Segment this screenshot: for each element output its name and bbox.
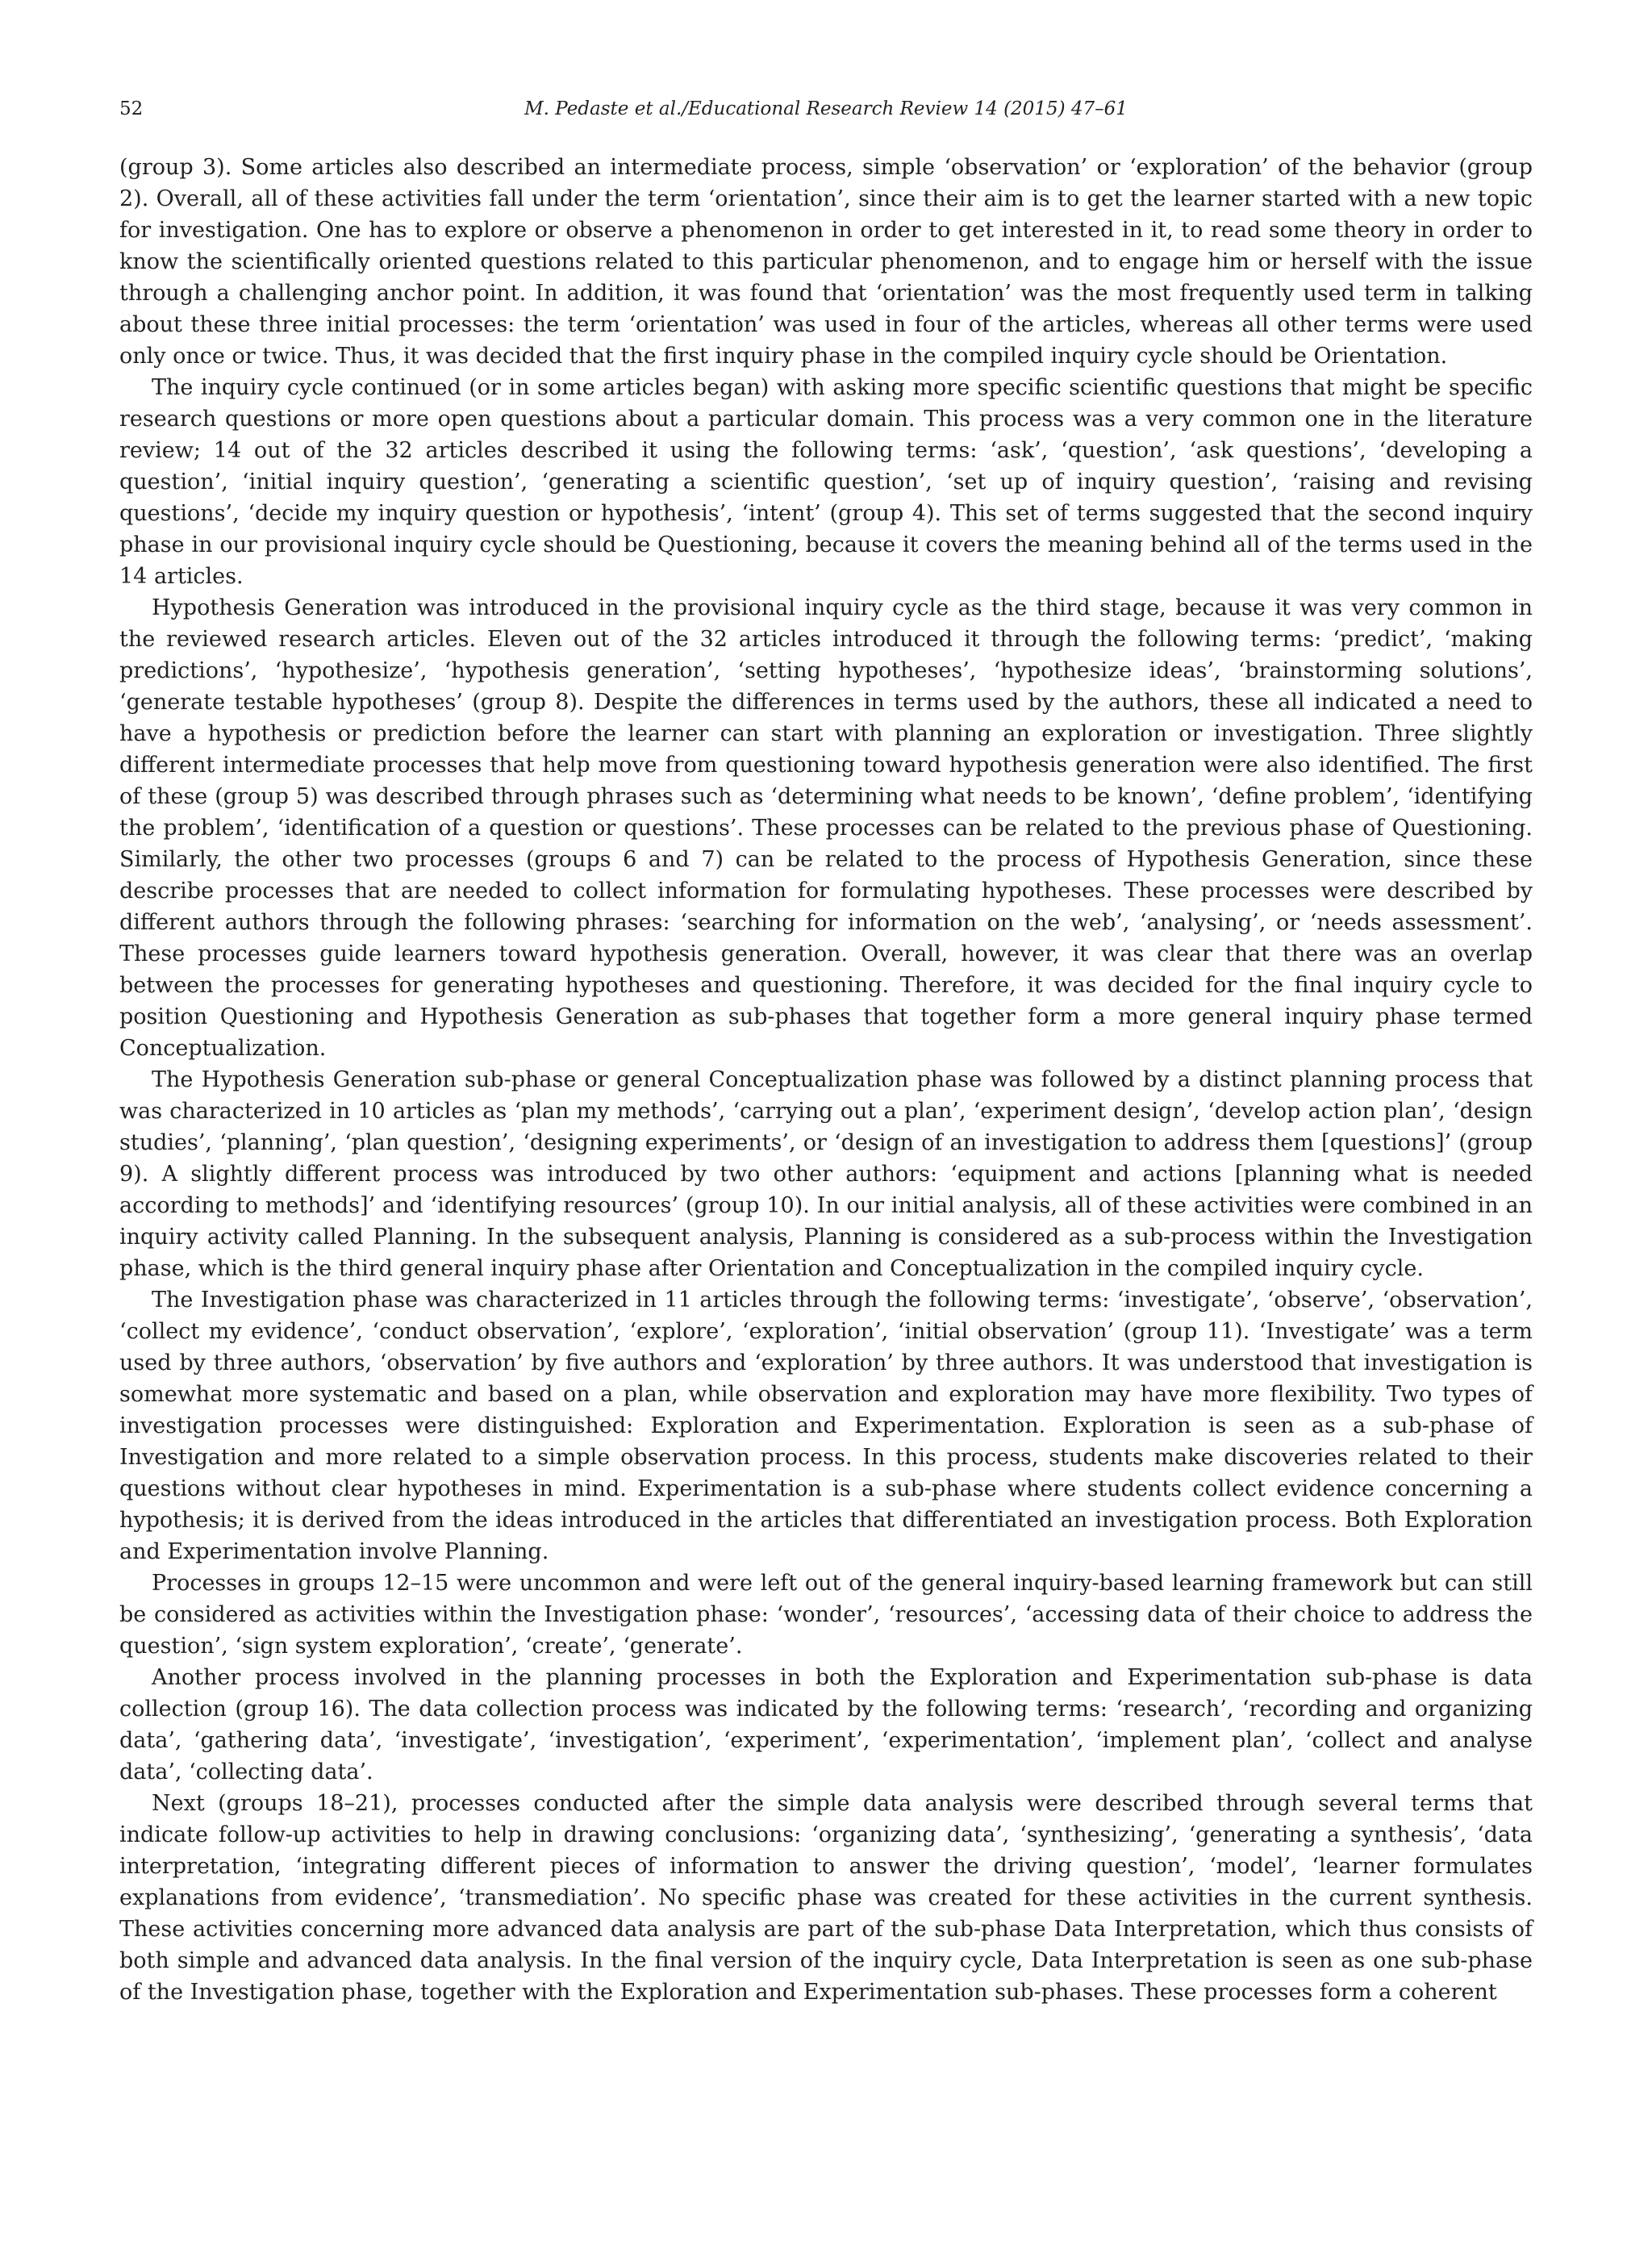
paragraph-uncommon-processes: Processes in groups 12–15 were uncommon and were left out of the general inquiry-based learning framework but can still be considered as activities within the Investigation phase: ‘wonder’, ‘resources’, ‘accessing data of their choice to address the question’, ‘sign system exploration’, ‘create’, ‘generate’. [119,1571,1533,1659]
page-header [119,90,1533,127]
paragraph-data-interpretation: Next (groups 18–21), processes conducted after the simple data analysis were described through several terms that indicate follow-up activities to help in drawing conclusions: ‘organizing data’, ‘synthesizing’, ‘generating a synthesis’, ‘data interpretation, ‘integrating different pieces of information to answer the driving question’, ‘model’, ‘learner formulates explanations from evidence’, ‘transmediation’. No specific phase was created for these activities in the current synthesis. These activities concerning more advanced data analysis are part of the sub-phase Data Interpretation, which thus consists of both simple and advanced data analysis. In the final version of the inquiry cycle, Data Interpretation is seen as one sub-phase of the Investigation phase, together with the Exploration and Experimentation sub-phases. These processes form a coherent [119,1791,1533,2005]
article-body [119,152,1533,2008]
paragraph-planning: The Hypothesis Generation sub-phase or general Conceptualization phase was followed by a distinct planning process that was characterized in 10 articles as ‘plan my methods’, ‘carrying out a plan’, ‘experiment design’, ‘develop action plan’, ‘design studies’, ‘planning’, ‘plan question’, ‘designing experiments’, or ‘design of an investigation to address them [questions]’ (group 9). A slightly different process was introduced by two other authors: ‘equipment and actions [planning what is needed according to methods]’ and ‘identifying resources’ (group 10). In our initial analysis, all of these activities were combined in an inquiry activity called Planning. In the subsequent analysis, Planning is considered as a sub-process within the Investigation phase, which is the third general inquiry phase after Orientation and Conceptualization in the compiled inquiry cycle. [119,1067,1533,1281]
running-head: M. Pedaste et al./Educational Research Review 14 (2015) 47–61 [524,98,1128,119]
paragraph-hypothesis-generation: Hypothesis Generation was introduced in the provisional inquiry cycle as the third stage, because it was very common in the reviewed research articles. Eleven out of the 32 articles introduced it through the following terms: ‘predict’, ‘making predictions’, ‘hypothesize’, ‘hypothesis generation’, ‘setting hypotheses’, ‘hypothesize ideas’, ‘brainstorming solutions’, ‘generate testable hypotheses’ (group 8). Despite the differences in terms used by the authors, these all indicated a need to have a hypothesis or prediction before the learner can start with planning an exploration or investigation. Three slightly different intermediate processes that help move from questioning toward hypothesis generation were also identified. The first of these (group 5) was described through phrases such as ‘determining what needs to be known’, ‘define problem’, ‘identifying the problem’, ‘identification of a question or questions’. These processes can be related to the previous phase of Questioning. Similarly, the other two processes (groups 6 and 7) can be related to the process of Hypothesis Generation, since these describe processes that are needed to collect information for formulating hypotheses. These processes were described by different authors through the following phrases: ‘searching for information on the web’, ‘analysing’, or ‘needs assessment’. These processes guide learners toward hypothesis generation. Overall, however, it was clear that there was an overlap between the processes for generating hypotheses and questioning. Therefore, it was decided for the final inquiry cycle to position Questioning and Hypothesis Generation as sub-phases that together form a more general inquiry phase termed Conceptualization. [119,595,1533,1061]
paragraph-orientation: (group 3). Some articles also described an intermediate process, simple ‘observation’ or ‘exploration’ of the behavior (group 2). Overall, all of these activities fall under the term ‘orientation’, since their aim is to get the learner started with a new topic for investigation. One has to explore or observe a phenomenon in order to get interested in it, to read some theory in order to know the scientifically oriented questions related to this particular phenomenon, and to engage him or herself with the issue through a challenging anchor point. In addition, it was found that ‘orientation’ was the most frequently used term in talking about these three initial processes: the term ‘orientation’ was used in four of the articles, whereas all other terms were used only once or twice. Thus, it was decided that the first inquiry phase in the compiled inquiry cycle should be Orientation. [119,155,1533,369]
page-number: 52 [119,98,144,119]
paragraph-questioning: The inquiry cycle continued (or in some articles began) with asking more specific scientific questions that might be specific research questions or more open questions about a particular domain. This process was a very common one in the literature review; 14 out of the 32 articles described it using the following terms: ‘ask’, ‘question’, ‘ask questions’, ‘developing a question’, ‘initial inquiry question’, ‘generating a scientific question’, ‘set up of inquiry question’, ‘raising and revising questions’, ‘decide my inquiry question or hypothesis’, ‘intent’ (group 4). This set of terms suggested that the second inquiry phase in our provisional inquiry cycle should be Questioning, because it covers the meaning behind all of the terms used in the 14 articles. [119,375,1533,589]
paragraph-data-collection: Another process involved in the planning processes in both the Exploration and Experimentation sub-phase is data collection (group 16). The data collection process was indicated by the following terms: ‘research’, ‘recording and organizing data’, ‘gathering data’, ‘investigate’, ‘investigation’, ‘experiment’, ‘experimentation’, ‘implement plan’, ‘collect and analyse data’, ‘collecting data’. [119,1665,1533,1784]
journal-page [119,90,1533,2008]
paragraph-investigation: The Investigation phase was characterized in 11 articles through the following terms: ‘investigate’, ‘observe’, ‘observation’, ‘collect my evidence’, ‘conduct observation’, ‘explore’, ‘exploration’, ‘initial observation’ (group 11). ‘Investigate’ was a term used by three authors, ‘observation’ by five authors and ‘exploration’ by three authors. It was understood that investigation is somewhat more systematic and based on a plan, while observation and exploration may have more flexibility. Two types of investigation processes were distinguished: Exploration and Experimentation. Exploration is seen as a sub-phase of Investigation and more related to a simple observation process. In this process, students make discoveries related to their questions without clear hypotheses in mind. Experimentation is a sub-phase where students collect evidence concerning a hypothesis; it is derived from the ideas introduced in the articles that differentiated an investigation process. Both Exploration and Experimentation involve Planning. [119,1288,1533,1564]
